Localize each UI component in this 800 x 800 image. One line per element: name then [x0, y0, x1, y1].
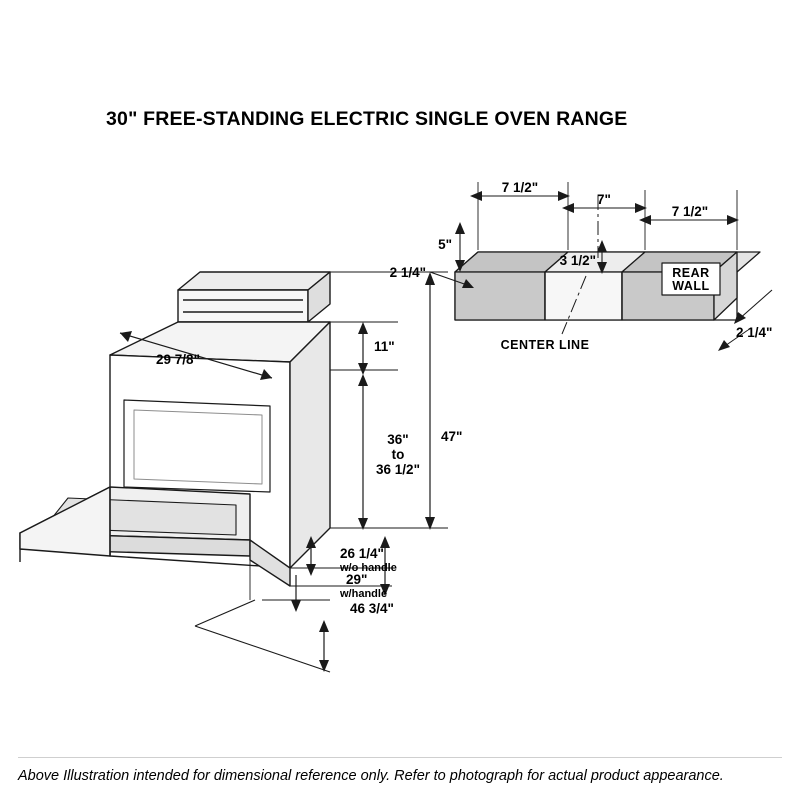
dim-46-arrow-down [291, 600, 301, 612]
dim-47-arrow-top [425, 272, 435, 285]
dim-left-span-arrow-l [470, 191, 482, 201]
backguard-top [178, 272, 330, 290]
dim-label-door-open-depth: 46 3/4" [350, 601, 394, 616]
open-oven-door-side [20, 487, 110, 556]
dim-11-arrow-top [358, 322, 368, 334]
dim-label-backguard-height: 11" [374, 339, 395, 354]
dim-36-arrow-top [358, 374, 368, 386]
dim-26-arrow-bottom [306, 564, 316, 576]
dim-note-with-handle: w/handle [340, 588, 388, 600]
floor-projection-line-left [195, 600, 255, 626]
rear-wall-drawing [455, 196, 760, 334]
range-drawing [20, 272, 330, 672]
dim-5-arrow-top [455, 222, 465, 234]
dim-right-offset-line [738, 290, 772, 320]
dim-label-left-offset: 2 1/4" [389, 265, 426, 280]
dim-label-cooktop-height-1: 36" [387, 432, 409, 447]
wall-zone-left-front [455, 272, 545, 320]
dim-right-offset-arrow-2 [718, 340, 730, 351]
wall-zone-center-front [545, 272, 622, 320]
floor-projection-line [195, 626, 330, 672]
center-line-label: CENTER LINE [500, 338, 590, 352]
dim-label-depth-no-handle: 26 1/4" [340, 546, 384, 561]
dim-label-left-span: 7 1/2" [501, 180, 539, 195]
dim-11-arrow-bottom [358, 363, 368, 375]
dim-label-width: 29 7/8" [156, 352, 200, 367]
footnote-divider [18, 757, 782, 758]
footnote-text: Above Illustration intended for dimensional reference only. Refer to photograph for actual product appearance. [18, 768, 724, 784]
dim-label-height-5: 5" [438, 237, 452, 252]
dim-46-arrow-top [319, 620, 329, 632]
rear-wall-label-line1: REAR [672, 266, 710, 280]
dim-label-overall-height: 47" [441, 429, 463, 444]
dim-label-right-span: 7 1/2" [671, 204, 709, 219]
dim-label-right-offset: 2 1/4" [736, 325, 773, 340]
dim-46-arrow-bottom [319, 660, 329, 672]
backguard-face [178, 290, 308, 322]
dim-label-center-span: 7" [597, 192, 611, 207]
rear-wall-label-line2: WALL [672, 279, 710, 293]
dim-label-height-3-5: 3 1/2" [559, 253, 596, 268]
dim-note-no-handle: w/o handle [340, 562, 397, 574]
dim-label-cooktop-height-3: 36 1/2" [376, 462, 420, 477]
page-title: 30" FREE-STANDING ELECTRIC SINGLE OVEN RANGE [106, 108, 628, 130]
range-right-side [290, 322, 330, 568]
dim-label-depth-with-handle: 29" [346, 572, 368, 587]
dim-label-cooktop-height-2: to [391, 447, 405, 462]
